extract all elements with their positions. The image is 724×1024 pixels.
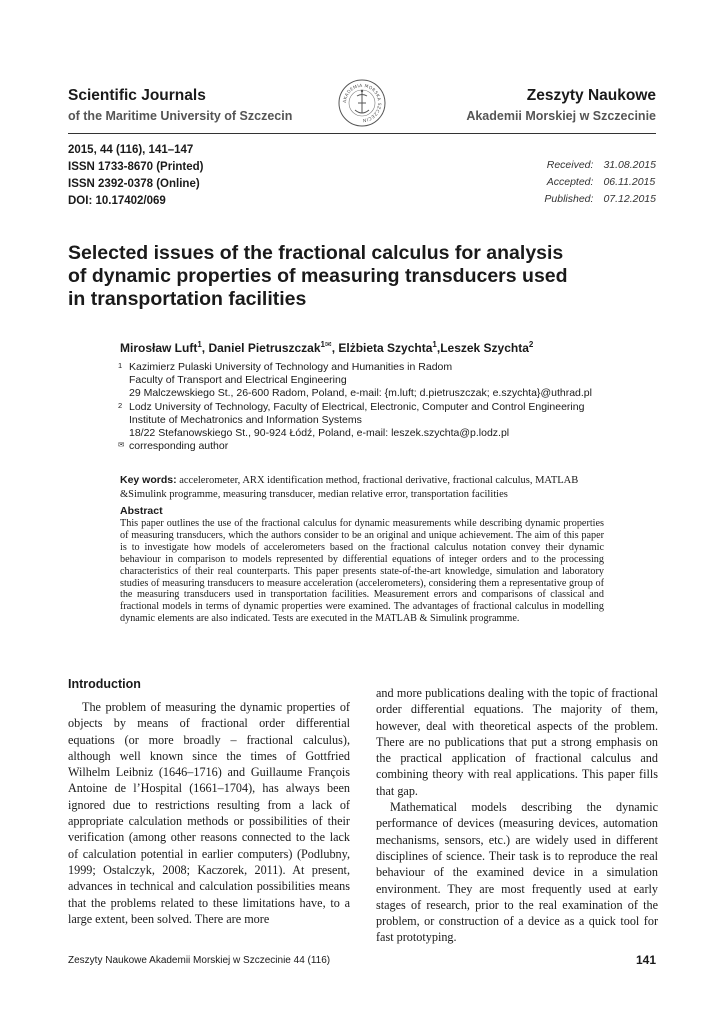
affiliation-2-institute [118, 414, 592, 427]
affiliations [118, 361, 592, 453]
envelope-icon: ✉ [118, 440, 125, 450]
issn-print: ISSN 1733-8670 (Printed) [68, 161, 204, 173]
received-date: 31.08.2015 [603, 159, 656, 171]
affiliation-1 [118, 361, 592, 374]
column-right [376, 685, 658, 946]
corresponding-note [118, 440, 592, 453]
accepted-date: 06.11.2015 [603, 176, 656, 188]
paragraph: The problem of measuring the dynamic properties of objects by means of fractional order differential equations (or more broadly – fractional calculus), although well known since the times of Gottfried Wilhelm Leibniz (1646–1716) and Guillaume François Antoine de l’Hospital (1661–1704), has always been ignored due to restrictions resulting from a lack of appropriate calculation methods or possibilities of their verification (among other reasons connected to the lack of calculation potential in earlier computers) (Podlubny, 1999; Ostalczyk, 2008; Kaczorek, 2011). At present, advances in technical and calculation possibilities means that the problems related to these limitations have, to a large extent, been solved. There are more [68, 700, 350, 926]
journal-title-pl: Zeszyty Naukowe [526, 87, 656, 104]
author-name: Mirosław Luft [120, 341, 198, 355]
author-name: Daniel Pietruszczak [208, 341, 321, 355]
author-affil-sup: 2 [528, 340, 534, 349]
affiliation-number: 2 [118, 400, 123, 410]
keywords [120, 474, 604, 501]
column-left [68, 699, 350, 927]
affiliation-line: 18/22 Stefanowskiego St., 90-924 Łódź, Poland, e-mail: leszek.szychta@p.lodz.pl [129, 427, 510, 440]
abstract-text: This paper outlines the use of the fractional calculus for dynamic measurements while describing dynamic properties of measuring transducers, which the authors consider to be an original and unique achievement. The aim of this paper is to investigate how models of accelerometers based on the fractional calculus notation convey their dynamic behaviour in comparison to models represented by differential equations of integer orders and to the processing characteristics of their real counterparts. This paper presents state-of-the-art knowledge, simulation and laboratory studies of measuring transducers to measure acceleration (accelerometers), considering them a representative group of the measuring transducers used in transportation facilities. Measurement errors and comparisons of classical and fractional models in terms of dynamic properties were examined. The advantages of fractional calculus in modelling dynamic elements are also indicated. Tests are executed in the MATLAB & Simulink programme. [120, 518, 604, 625]
university-seal-icon [337, 78, 387, 128]
paragraph-continued: and more publications dealing with the topic of fractional order differential equations. The majority of them, however, deal with theoretical aspects of the problem. There are no publications that put a strong emphasis on the practical application of fractional calculus and combining theory with real applications. This paper fills that gap. [376, 686, 658, 798]
author-separator: , [436, 341, 441, 355]
corresponding-label: corresponding author [129, 440, 229, 453]
affiliation-line: Institute of Mechatronics and Information Systems [129, 413, 362, 426]
abstract-heading: Abstract [120, 505, 163, 517]
author-name: Elżbieta Szychta [338, 341, 433, 355]
issn-online: ISSN 2392-0378 (Online) [68, 178, 200, 190]
affiliation-1-faculty [118, 374, 592, 387]
article-title [68, 242, 648, 311]
affiliation-2 [118, 401, 592, 414]
author-affil-sup: 1 [320, 340, 325, 349]
seal-text: AKADEMIA MORSKA SZCZECIN [342, 83, 382, 123]
page-number: 141 [635, 953, 656, 967]
affiliation-line: Lodz University of Technology, Faculty of Electrical, Electronic, Computer and Control Engineering [129, 400, 585, 413]
published-date: 07.12.2015 [603, 193, 656, 205]
published-label: Published: [544, 193, 594, 205]
author-list [120, 340, 533, 355]
article-dates [544, 157, 656, 208]
envelope-icon: ✉ [324, 340, 332, 349]
title-line-1: Selected issues of the fractional calculus for analysis [68, 242, 564, 264]
author-separator: , [201, 341, 209, 355]
publication-meta [68, 142, 204, 210]
keywords-label: Key words: [120, 474, 177, 486]
section-heading-introduction: Introduction [68, 677, 141, 691]
received-label: Received: [546, 159, 594, 171]
affiliation-2-address [118, 427, 592, 440]
doi: DOI: 10.17402/069 [68, 195, 166, 207]
issue-info: 2015, 44 (116), 141–147 [68, 144, 194, 156]
journal-title-en: Scientific Journals [68, 87, 206, 104]
affiliation-line: Faculty of Transport and Electrical Engineering [129, 374, 347, 387]
header-rule [68, 133, 656, 134]
footer-journal: Zeszyty Naukowe Akademii Morskiej w Szczecinie 44 (116) [68, 955, 331, 966]
author-affil-sup: 1 [197, 340, 202, 349]
affiliation-number: 1 [118, 361, 123, 370]
affiliation-line: 29 Malczewskiego St., 26-600 Radom, Poland, e-mail: {m.luft; d.pietruszczak; e.szychta}@uthrad.pl [129, 387, 592, 400]
title-line-3: in transportation facilities [68, 288, 307, 310]
paragraph: Mathematical models describing the dynamic performance of devices (measuring devices, automation mechanisms, sensors, etc.) are widely used in different disciplines of science. Their task is to reproduce the real behaviour of the examined device in a simulation environment. They are most frequently used at early stages of research, prior to the real examination of the problem, or construction of a device as a quick tool for fast prototyping. [376, 800, 658, 945]
author-affil-sup: 1 [432, 340, 437, 349]
journal-subtitle-en: of the Maritime University of Szczecin [68, 109, 293, 123]
accepted-label: Accepted: [546, 176, 594, 188]
author-name: Leszek Szychta [440, 341, 529, 355]
title-line-2: of dynamic properties of measuring transducers used [68, 265, 568, 287]
affiliation-line: Kazimierz Pulaski University of Technology and Humanities in Radom [129, 361, 453, 373]
affiliation-1-address [118, 387, 592, 400]
keywords-text: accelerometer, ARX identification method, fractional derivative, fractional calculus, MATLAB &Simulink programme, measuring transducer, median relative error, transportation facilities [120, 475, 579, 500]
author-separator: , [331, 341, 339, 355]
journal-subtitle-pl: Akademii Morskiej w Szczecinie [466, 109, 656, 123]
